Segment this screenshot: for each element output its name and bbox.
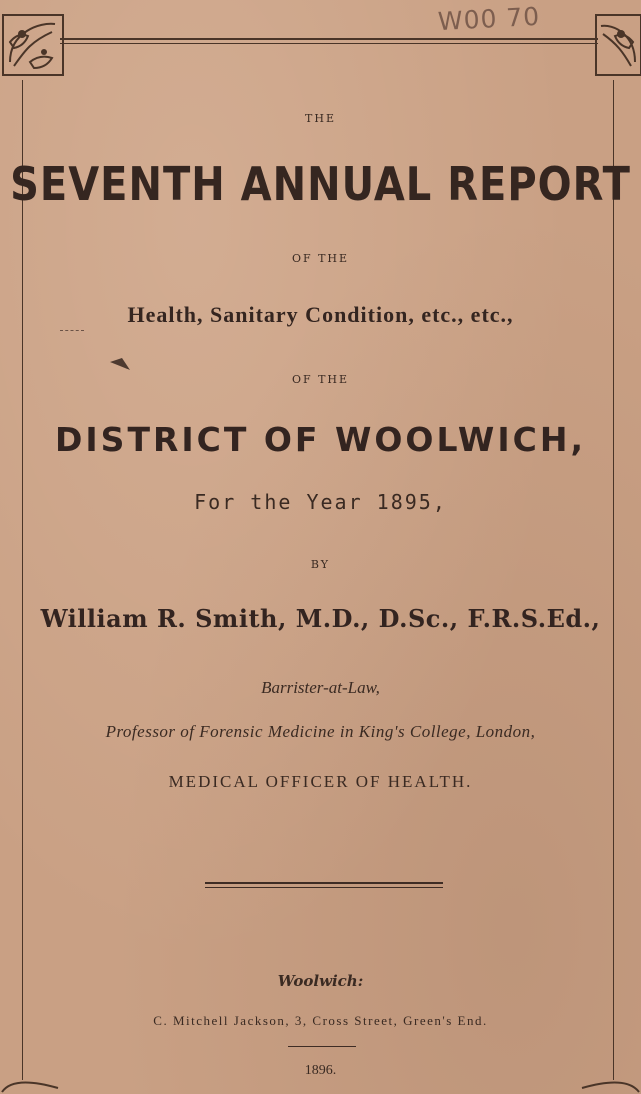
imprint-place: Woolwich: xyxy=(277,972,364,990)
report-year: For the Year 1895, xyxy=(194,490,447,514)
imprint-date: 1896. xyxy=(304,1063,337,1078)
report-title: SEVENTH ANNUAL REPORT xyxy=(10,158,631,212)
the-label: THE xyxy=(305,112,336,125)
top-border-rule xyxy=(60,38,598,40)
ornamental-corner-icon xyxy=(593,12,641,78)
ink-smudge xyxy=(108,356,132,372)
divider-rule xyxy=(205,882,443,884)
author-name: William R. Smith, M.D., D.Sc., F.R.S.Ed., xyxy=(40,604,601,633)
ornamental-corner-icon xyxy=(0,12,66,78)
imprint-rule xyxy=(288,1046,356,1047)
ornamental-corner-bottom-right xyxy=(580,1078,641,1094)
by-label: BY xyxy=(310,558,331,571)
divider-rule-thin xyxy=(205,887,443,888)
district-name: DISTRICT OF WOOLWICH, xyxy=(55,420,586,459)
of-the-label-2: OF THE xyxy=(291,373,350,386)
imprint-printer: C. Mitchell Jackson, 3, Cross Street, Green's End. xyxy=(153,1013,488,1028)
author-role: MEDICAL OFFICER OF HEALTH. xyxy=(168,772,473,791)
ornamental-corner-bottom-left xyxy=(0,1078,60,1094)
author-credential: Barrister-at-Law, xyxy=(261,678,380,697)
accession-number: W00 70 xyxy=(437,1,541,37)
top-border-rule-thin xyxy=(60,43,598,44)
report-subject: Health, Sanitary Condition, etc., etc., xyxy=(127,302,514,327)
right-border-rule xyxy=(613,80,614,1080)
left-border-rule xyxy=(22,80,23,1080)
author-professorship: Professor of Forensic Medicine in King's College, London, xyxy=(105,722,536,741)
of-the-label: OF THE xyxy=(291,252,350,265)
